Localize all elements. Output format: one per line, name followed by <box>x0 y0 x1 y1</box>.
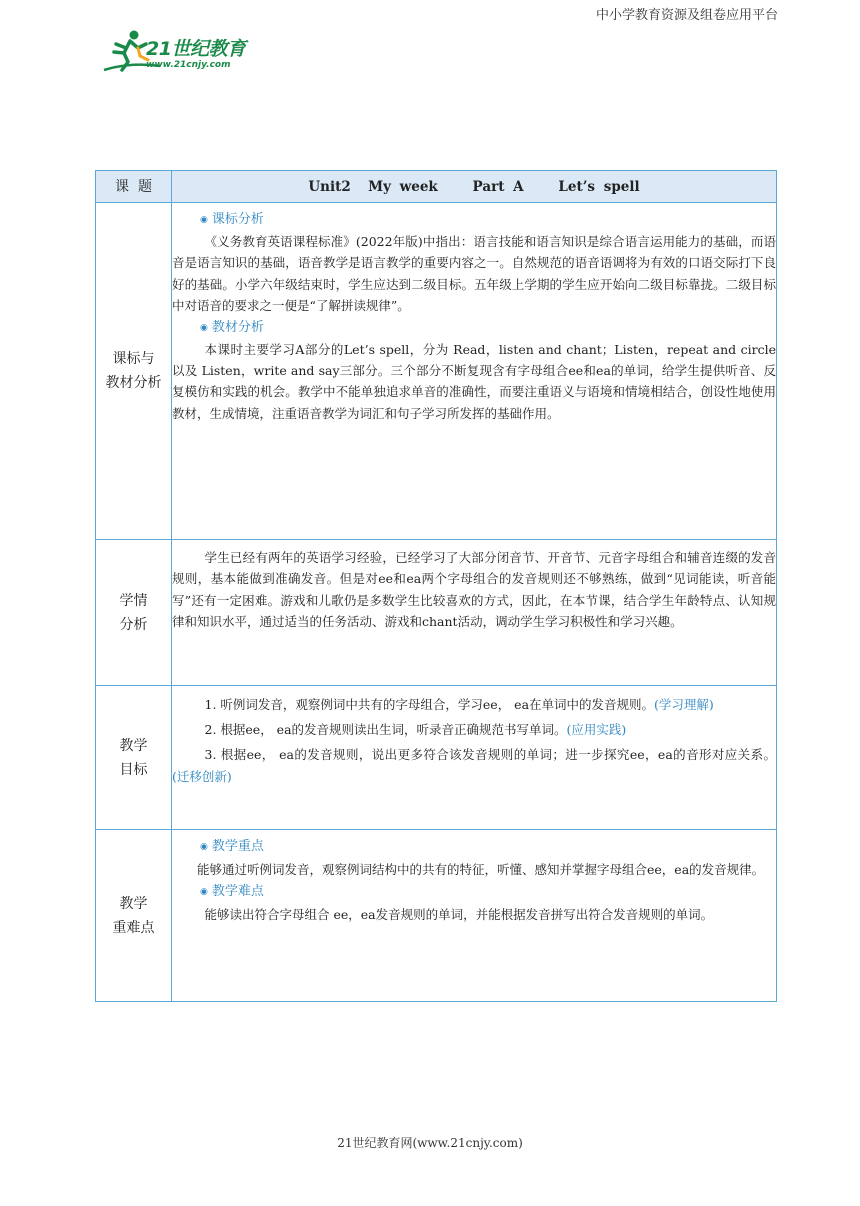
goals-content <box>172 686 777 830</box>
platform-name: 中小学教育资源及组卷应用平台 <box>595 8 778 23</box>
bullet-icon: ◉ <box>200 842 208 852</box>
goal-item: 2. 根据ee， ea的发音规则读出生词，听录音正确规范书写单词。(应用实践) <box>204 722 627 737</box>
section-heading: ◉ 教材分析 <box>200 319 264 335</box>
paragraph: 学生已经有两年的英语学习经验，已经学习了大部分闭音节、开音节、元音字母组合和辅音连缀的发音规则，基本能做到准确发音。但是对ee和ea两个字母组合的发音规则还不够熟练，做到“见词能读，听音能写”还有一定困难。游戏和儿歌仍是多数学生比较喜欢的方式，因此，在本节课，结合学生年龄特点、认知规律和知识水平，通过适当的任务活动、游戏和chant活动，调动学生学习积极性和学习兴趣。 <box>172 550 776 630</box>
section-heading: ◉ 教学重点 <box>200 839 264 854</box>
section-heading: ◉ 课标分析 <box>200 212 264 227</box>
table-row-topic <box>96 171 777 203</box>
students-content <box>172 540 777 686</box>
table-row-goals <box>96 686 777 830</box>
topic-value: Unit2 My week Part A Let’s spell <box>172 171 777 203</box>
logo-text: 21世纪教育 <box>146 38 246 60</box>
table-row-students <box>96 540 777 686</box>
row-label-students: 学情 分析 <box>96 540 172 686</box>
goal-item: 1. 听例词发音，观察例词中共有的字母组合，学习ee， ea在单词中的发音规则。(学习理解) <box>204 697 714 712</box>
curriculum-content <box>172 203 777 540</box>
section-heading: ◉ 教学难点 <box>200 884 264 899</box>
paragraph: 能够读出符合字母组合 ee，ea发音规则的单词，并能根据发音拼写出符合发音规则的单词。 <box>204 907 714 922</box>
lesson-plan-table <box>95 170 777 1002</box>
table-row-curriculum <box>96 203 777 540</box>
bullet-icon: ◉ <box>200 322 208 333</box>
goal-tag: (应用实践) <box>566 722 627 737</box>
paragraph: 本课时主要学习A部分的Let’s spell，分为 Read，listen and chant；Listen，repeat and circle以及 Listen，write and say三部分。三个部分不断复现含有字母组合ee和ea的单词，给学生提供听音、反复模仿和实践的机会。教学中不能单独追求单音的准确性，而要注重语义与语境和情境相结合，创设性地使用教材，生成情境，注重语音教学为词汇和句子学习所发挥的基础作用。 <box>172 341 776 421</box>
row-label-curriculum: 课标与 教材分析 <box>96 203 172 540</box>
row-label-goals: 教学 目标 <box>96 686 172 830</box>
goal-tag: (学习理解) <box>654 697 714 712</box>
bullet-icon: ◉ <box>200 215 208 225</box>
page-footer: 21世纪教育网(www.21cnjy.com) <box>337 1136 523 1150</box>
table-row-key-points <box>96 830 777 1002</box>
logo-url: www.21cnjy.com <box>146 60 231 70</box>
paragraph: 《义务教育英语课程标准》(2022年版)中指出：语言技能和语言知识是综合语言运用能力的基础，而语音是语言知识的基础，语音教学是语言教学的重要内容之一。自然规范的语音语调将为有效的口语交际打下良好的基础。小学六年级结束时，学生应达到二级目标。五年级上学期的学生应开始向二级目标靠拢。二级目标中对语音的要求之一便是“了解拼读规律”。 <box>172 234 776 314</box>
bullet-icon: ◉ <box>200 887 208 897</box>
goal-tag: (迁移创新) <box>172 769 232 784</box>
paragraph: 能够通过听例词发音，观察例词结构中的共有的特征，听懂、感知并掌握字母组合ee，ea的发音规律。 <box>197 862 765 877</box>
key-points-content <box>172 830 777 1002</box>
goal-item: 3. 根据ee， ea的发音规则，说出更多符合该发音规则的单词；进一步探究ee，ea的音形对应关系。(迁移创新) <box>172 747 776 784</box>
topic-label: 课 题 <box>96 171 172 203</box>
row-label-key-points: 教学 重难点 <box>96 830 172 1002</box>
